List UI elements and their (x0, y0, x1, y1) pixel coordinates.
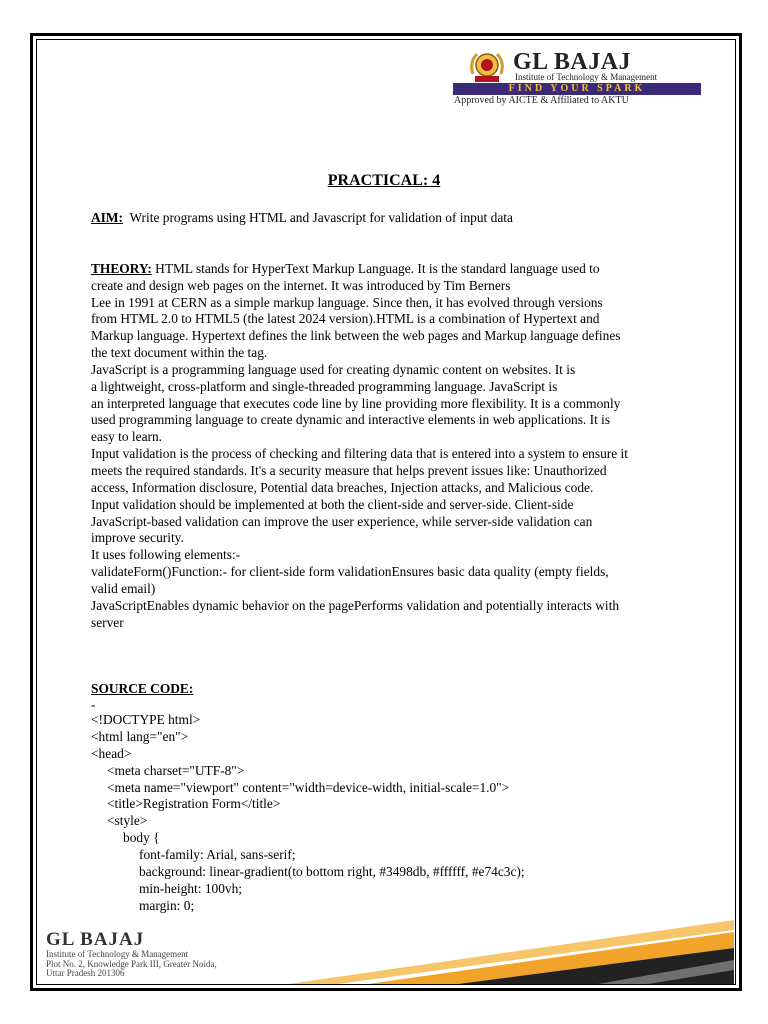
code-line: min-height: 100vh; (139, 880, 243, 896)
theory-section (91, 261, 716, 632)
source-code-label: SOURCE CODE: (91, 681, 194, 697)
footer-institute (46, 930, 217, 979)
footer-address-line: Plot No. 2, Knowledge Park III, Greater Noida, (46, 958, 217, 969)
theory-line: from HTML 2.0 to HTML5 (the latest 2024 version).HTML is a combination of Hypertext and (91, 311, 600, 327)
aim-text: Write programs using HTML and Javascript for validation of input data (129, 210, 513, 225)
theory-line: Input validation is the process of checking and filtering data that is entered into a system to ensure it (91, 446, 628, 462)
institute-logo (445, 45, 713, 107)
code-line: font-family: Arial, sans-serif; (139, 847, 296, 862)
theory-line: the text document within the tag. (91, 345, 268, 361)
theory-line: Lee in 1991 at CERN as a simple markup language. Since then, it has evolved through versions (91, 294, 603, 310)
theory-line: JavaScriptEnables dynamic behavior on the pagePerforms validation and potentially interacts with (91, 597, 620, 613)
code-line: <meta charset="UTF-8"> (107, 762, 245, 778)
practical-title: PRACTICAL: 4 (327, 172, 441, 189)
theory-line: JavaScript-based validation can improve the user experience, while server-side validation can (91, 513, 593, 529)
aim-label: AIM: (91, 210, 123, 225)
theory-line: validateForm()Function:- for client-side form validationEnsures basic data quality (empty fields, (91, 564, 609, 580)
theory-line: improve security. (91, 530, 184, 546)
code-line: <meta name="viewport" content="width=device-width, initial-scale=1.0"> (107, 779, 510, 795)
emblem-icon (467, 48, 507, 84)
code-line: <title>Registration Form</title> (107, 796, 281, 812)
aim-paragraph (91, 210, 716, 227)
document-body (91, 210, 716, 914)
theory-line: a lightweight, cross-platform and single-threaded programming language. JavaScript is (91, 378, 558, 394)
logo-tagline: FIND YOUR SPARK (508, 83, 646, 94)
code-line: <head> (91, 745, 132, 761)
theory-line: create and design web pages on the internet. It was introduced by Tim Berners (91, 277, 511, 293)
theory-line: Markup language. Hypertext defines the link between the web pages and Markup language defines (91, 328, 621, 344)
logo-approval: Approved by AICTE & Affiliated to AKTU (454, 95, 629, 106)
theory-line: access, Information disclosure, Potential data breaches, Injection attacks, and Malicious code. (91, 479, 594, 495)
theory-line: meets the required standards. It's a security measure that helps prevent issues like: Unauthorized (91, 462, 607, 478)
theory-line: valid email) (91, 580, 156, 596)
logo-subtitle: Institute of Technology & Management (515, 72, 658, 82)
footer-brand: GL BAJAJ (46, 929, 145, 950)
logo-brand: GL BAJAJ (513, 49, 632, 75)
code-line: background: linear-gradient(to bottom right, #3498db, #ffffff, #e74c3c); (139, 863, 525, 879)
footer-address-line: Uttar Pradesh 201306 (46, 968, 125, 979)
footer-address-line: Institute of Technology & Management (46, 949, 189, 959)
code-line: <!DOCTYPE html> (91, 712, 201, 728)
theory-line: used programming language to create dynamic and interactive elements in web applications. It is (91, 412, 611, 428)
theory-label: THEORY: (91, 260, 152, 276)
theory-line: Input validation should be implemented at both the client-side and server-side. Client-side (91, 496, 574, 512)
code-line: <html lang="en"> (91, 729, 189, 745)
theory-line: server (91, 614, 124, 630)
code-line: margin: 0; (139, 897, 195, 913)
theory-line: THEORY: HTML stands for HyperText Markup Language. It is the standard language used to (91, 260, 600, 276)
theory-line: easy to learn. (91, 429, 163, 445)
theory-line: JavaScript is a programming language used for creating dynamic content on websites. It is (91, 361, 576, 377)
theory-line: an interpreted language that executes code line by line providing more flexibility. It is a commonly (91, 395, 621, 411)
source-code-section (91, 681, 716, 914)
code-line: <style> (107, 813, 148, 829)
source-code-marker: - (91, 697, 96, 713)
code-line: body { (123, 830, 160, 846)
theory-line: It uses following elements:- (91, 547, 241, 563)
code-block (91, 712, 716, 914)
